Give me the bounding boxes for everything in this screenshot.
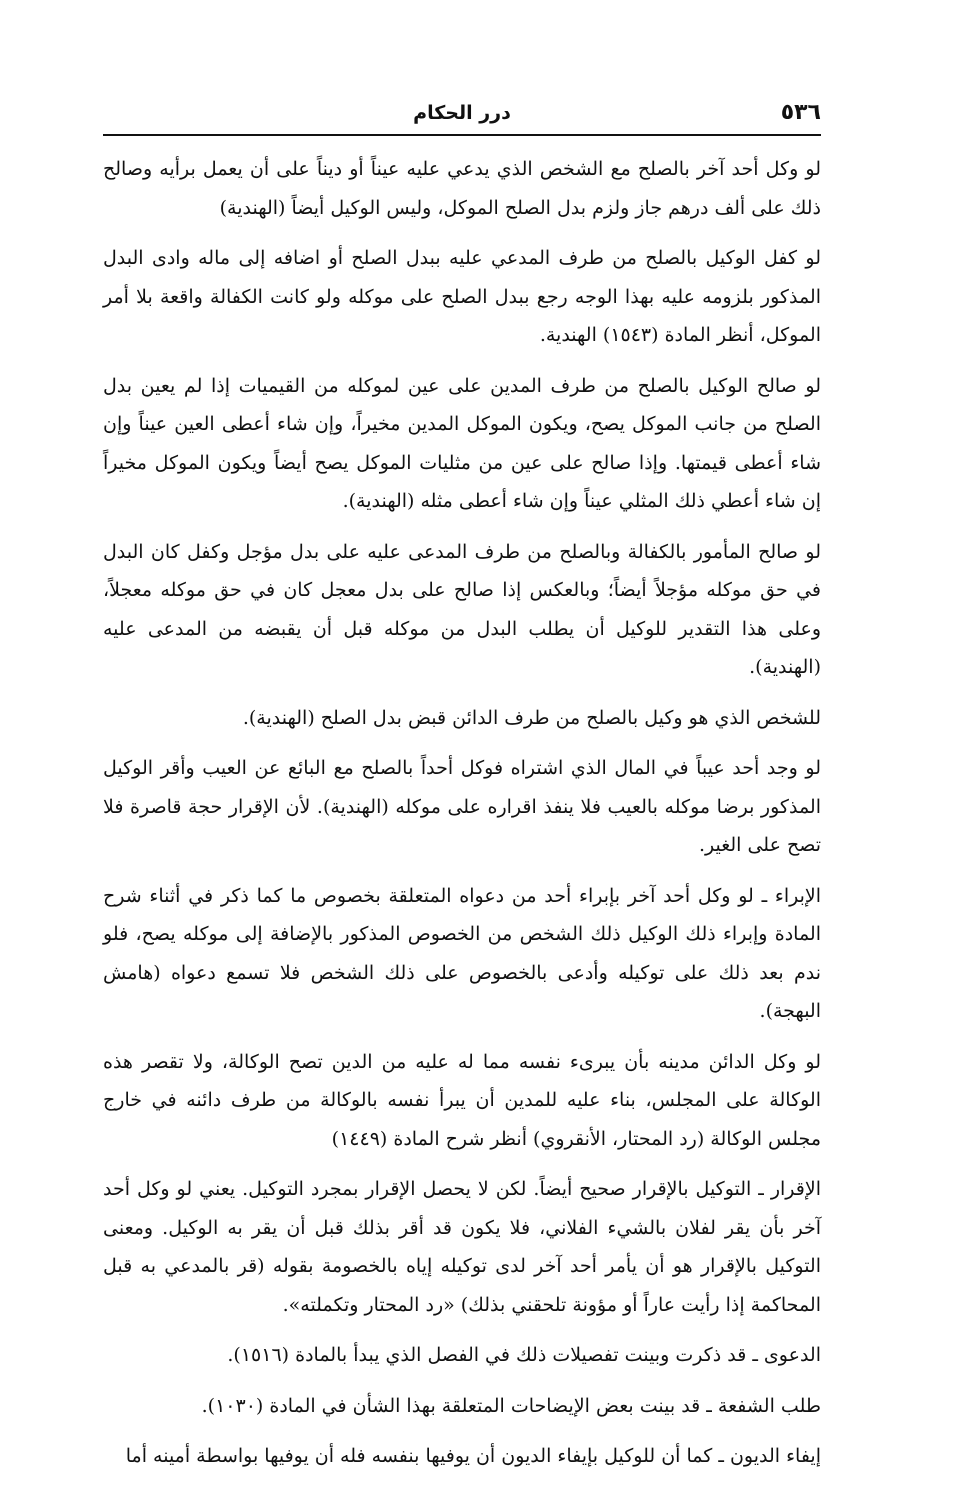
paragraph: لو وكل الدائن مدينه بأن يبرىء نفسه مما له عليه من الدين تصح الوكالة، ولا تقصر هذه الوكالة على المجلس، بناء عليه للمدين أن يبرأ نفسه بالوكالة من طرف دائنه في خارج مجلس الوكالة (رد المحتار، الأنقروي) أنظر شرح المادة (١٤٤٩)	[103, 1050, 821, 1150]
paragraph: الإبراء ـ لو وكل أحد آخر بإبراء أحد من دعواه المتعلقة بخصوص ما كما ذكر في أثناء شرح المادة وإبراء ذلك الوكيل ذلك الشخص من الخصوص المذكور بالإضافة إلى موكله يصح، فلو ندم بعد ذلك على توكيله وأدعى بالخصوص على ذلك الشخص فلا تسمع دعواه (هامش البهجة).	[103, 884, 821, 1022]
paragraph: للشخص الذي هو وكيل بالصلح من طرف الدائن قبض بدل الصلح (الهندية).	[242, 706, 821, 729]
running-title: درر الحكام	[413, 102, 511, 124]
paragraph: الإقرار ـ التوكيل بالإقرار صحيح أيضاً. لكن لا يحصل الإقرار بمجرد التوكيل. يعني لو وكل أحد آخر بأن يقر لفلان بالشيء الفلاني، فلا يكون قد أقر بذلك قبل أن يقر به الوكيل. ومعنى التوكيل بالإقرار هو أن يأمر أحد آخر لدى توكيله إياه بالخصومة بقوله (قر بالمدعي به قبل المحاكمة إذا رأيت عاراً أو مؤونة تلحقني بذلك) «رد المحتار وتكملته».	[103, 1178, 821, 1316]
page-number: ٥٣٦	[780, 100, 821, 125]
paragraph: الدعوى ـ قد ذكرت وبينت تفصيلات ذلك في الفصل الذي يبدأ بالمادة (١٥١٦).	[227, 1344, 821, 1366]
page	[103, 96, 821, 1488]
paragraph: لو كفل الوكيل بالصلح من طرف المدعي عليه ببدل الصلح أو اضافه إلى ماله وادى البدل المذكور بلزومه عليه بهذا الوجه رجع ببدل الصلح على موكله ولو كانت الكفالة واقعة بلا أمر الموكل، أنظر المادة (١٥٤٣) الهندية.	[103, 247, 821, 346]
paragraph: لو وجد أحد عيباً في المال الذي اشتراه فوكل أحداً بالصلح مع البائع عن العيب وأقر الوكيل المذكور برضا موكله بالعيب فلا ينفذ اقراره على موكله (الهندية). لأن الإقرار حجة قاصرة فلا تصح على الغير.	[103, 757, 821, 856]
paragraph: لو صالح المأمور بالكفالة وبالصلح من طرف المدعى عليه على بدل مؤجل وكفل كان البدل في حق موكله مؤجلاً أيضاً؛ وبالعكس إذا صالح على بدل معجل كان في حق موكله معجلاً، وعلى هذا التقدير للوكيل أن يطلب البدل من موكله قبل أن يقبضه من المدعى عليه (الهندية).	[103, 540, 821, 678]
paragraph: طلب الشفعة ـ قد بينت بعض الإيضاحات المتعلقة بهذا الشأن في المادة (١٠٣٠).	[201, 1394, 821, 1417]
paragraph: لو صالح الوكيل بالصلح من طرف المدين على عين لموكله من القيميات إذا لم يعين بدل الصلح من جانب الموكل يصح، ويكون الموكل المدين مخيراً، وإن شاء أعطى العين عيناً وإن شاء أعطى قيمتها. وإذا صالح على عين من مثليات الموكل يصح أيضاً ويكون الموكل مخيراً إن شاء أعطي ذلك المثلي عيناً وإن شاء أعطى مثله (الهندية).	[103, 374, 821, 512]
page-header	[103, 96, 821, 136]
paragraph: إيفاء الديون ـ كما أن للوكيل بإيفاء الديون أن يوفيها بنفسه فله أن يوفيها بواسطة أمينه أما	[125, 1445, 821, 1467]
paragraph: لو وكل أحد آخر بالصلح مع الشخص الذي يدعي عليه عيناً أو ديناً على أن يعمل برأيه وصالح ذلك على ألف درهم جاز ولزم بدل الصلح الموكل، وليس الوكيل أيضاً (الهندية)	[103, 158, 821, 219]
page-body	[103, 136, 821, 1476]
